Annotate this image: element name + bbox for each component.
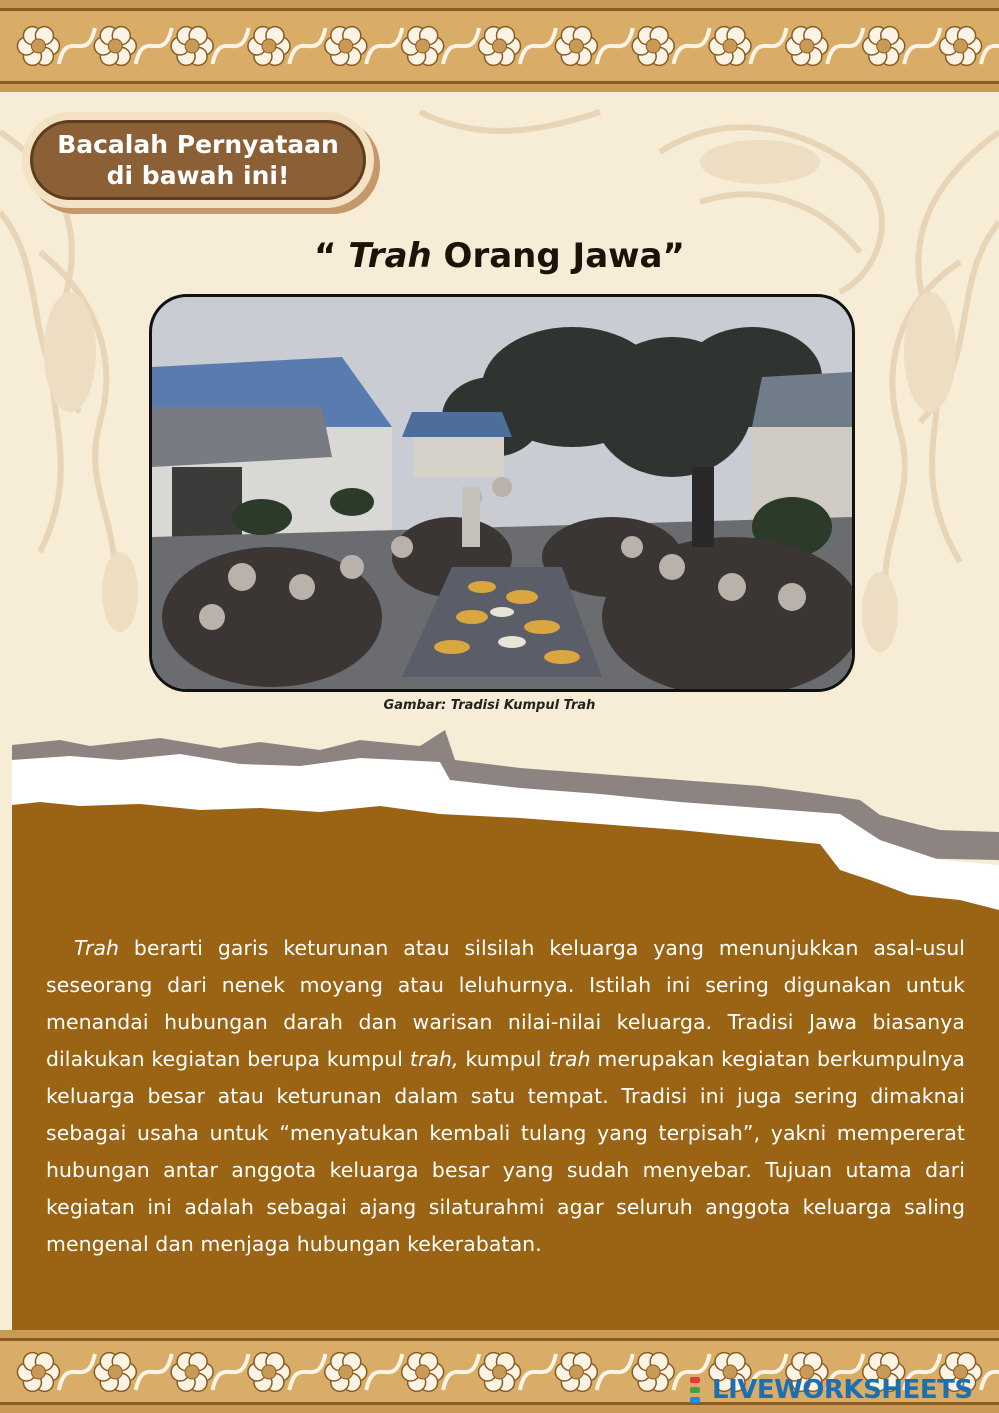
flower-icon	[248, 1353, 325, 1392]
flower-icon	[94, 1353, 171, 1392]
page-title	[0, 236, 999, 276]
flower-icon	[479, 1353, 556, 1392]
flower-icon	[248, 27, 325, 66]
body-italic-trah-3: trah	[548, 1047, 591, 1071]
title-rest: Orang Jawa”	[431, 236, 685, 276]
flower-icon	[555, 27, 632, 66]
flower-icon	[479, 27, 556, 66]
liveworksheets-logo-icon	[690, 1377, 708, 1403]
title-quote-open: “	[314, 236, 349, 276]
flower-icon	[17, 27, 94, 66]
flower-icon	[402, 27, 479, 66]
flower-icon	[171, 1353, 248, 1392]
flower-icon	[786, 27, 863, 66]
flower-icon	[940, 27, 999, 66]
watermark-text: LIVEWORKSHEETS	[712, 1375, 973, 1405]
flower-icon	[94, 27, 171, 66]
badge-line-1: Bacalah Pernyataan	[57, 130, 339, 159]
photo-kumpul-trah	[149, 294, 855, 692]
flower-icon	[0, 0, 999, 92]
top-ornamental-border	[0, 0, 999, 92]
instruction-badge	[22, 112, 374, 208]
badge-line-2: di bawah ini!	[106, 161, 290, 190]
liveworksheets-watermark[interactable]	[690, 1374, 973, 1406]
body-paragraph	[46, 930, 965, 1263]
flower-icon	[325, 27, 402, 66]
flower-icon	[863, 27, 940, 66]
body-text-3: merupakan kegiatan berkumpulnya keluarga besar atau keturunan dalam satu tempat. Tradisi ini juga sering dimaknai sebagai usaha untuk “menyatukan kembali tulang yang terpisah”, yakni mempererat hubungan antar anggota keluarga besar yang sudah menyebar. Tujuan utama dari kegiatan ini adalah sebagai ajang silaturahmi agar seluruh anggota keluarga saling mengenal dan menjaga hubungan kekerabatan.	[46, 1047, 966, 1256]
body-italic-trah-2: trah,	[409, 1047, 459, 1071]
flower-icon	[402, 1353, 479, 1392]
photo-caption: Gambar: Tradisi Kumpul Trah	[383, 698, 596, 713]
body-text-1: berarti garis keturunan atau silsilah keluarga yang menunjukkan asal-usul seseorang dari nenek moyang atau leluhurnya. Istilah ini sering digunakan untuk menandai hubungan darah dan warisan nilai-nilai keluarga. Tradisi Jawa biasanya dilakukan kegiatan berupa kumpul	[46, 936, 965, 1071]
body-italic-trah-1: Trah	[74, 936, 120, 960]
flower-icon	[555, 1353, 632, 1392]
title-italic-word: Trah	[348, 236, 432, 276]
flower-icon	[325, 1353, 402, 1392]
flower-icon	[17, 1353, 94, 1392]
body-text-2: kumpul	[458, 1047, 549, 1071]
flower-icon	[171, 27, 248, 66]
flower-icon	[632, 27, 709, 66]
flower-icon	[709, 27, 786, 66]
photo-illustration	[152, 297, 852, 689]
